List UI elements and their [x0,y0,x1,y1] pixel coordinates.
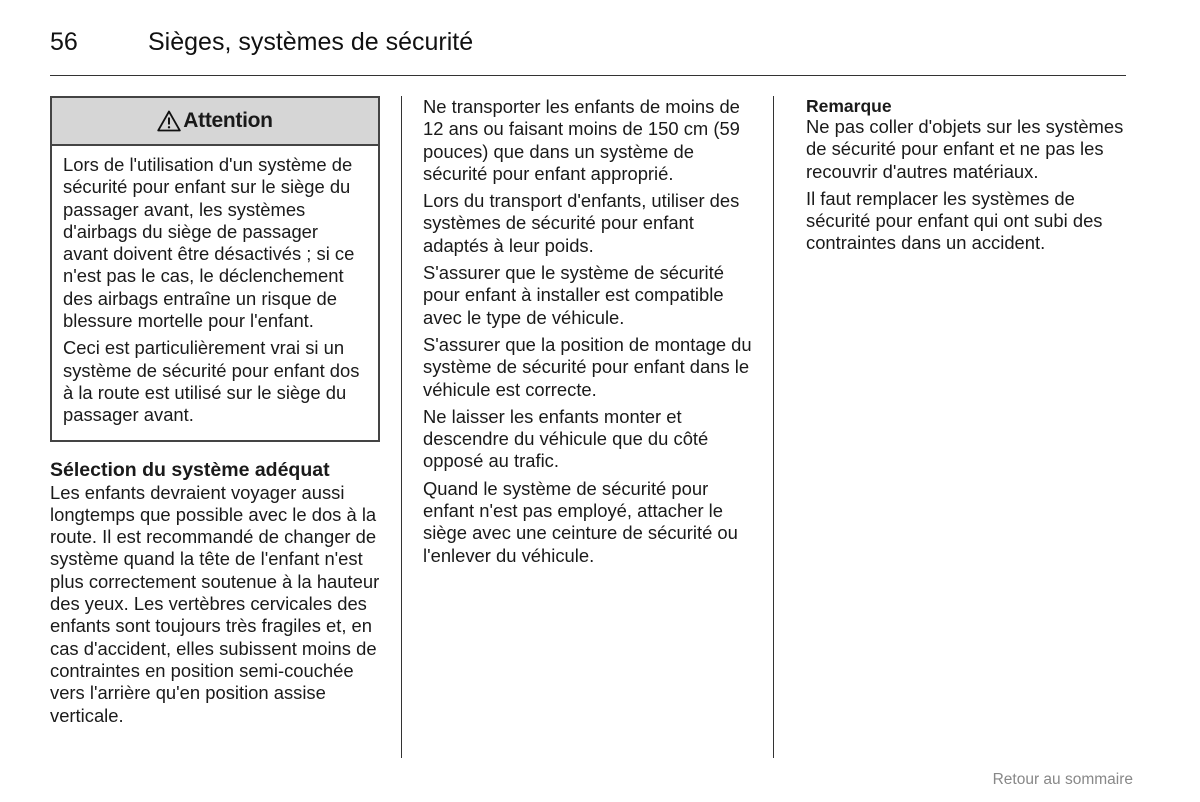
body-paragraph: Ne laisser les enfants monter et descendre du véhicule que du côté opposé au trafic. [423,405,709,472]
body-paragraph: S'assurer que la position de montage du système de sécurité pour enfant dans le véhicule est correcte. [423,333,752,400]
column-divider [401,96,402,758]
column-divider [773,96,774,758]
warning-paragraph: Lors de l'utilisation d'un système de sécurité pour enfant sur le siège du passager avant, les systèmes d'airbags du siège de passager avant doivent être désactivés ; si ce n'est pas le cas, le déclenchement des airbags entraîne un risque de blessure mortelle pour l'enfant. [63,154,355,332]
warning-header [52,98,378,146]
back-to-summary-link[interactable]: Retour au sommaire [992,771,1133,788]
page-number: 56 [50,28,78,56]
warning-title: Attention [183,108,273,132]
body-paragraph: Lors du transport d'enfants, utiliser des systèmes de sécurité pour enfant adaptés à leur poids. [423,190,740,256]
column-middle [423,96,759,572]
warning-box [50,96,380,442]
warning-triangle-icon [157,110,181,132]
column-right [806,96,1132,260]
column-left [50,96,380,732]
warning-paragraph: Ceci est particulièrement vrai si un système de sécurité pour enfant dos à la route est utilisé sur le siège du passager avant. [63,337,360,426]
body-paragraph: S'assurer que le système de sécurité pour enfant à installer est compatible avec le type de véhicule. [423,262,724,328]
remark-paragraph: Il faut remplacer les systèmes de sécurité pour enfant qui ont subi des contraintes dans un accident. [806,187,1103,254]
page-header [50,24,1126,76]
body-paragraph: Ne transporter les enfants de moins de 12 ans ou faisant moins de 150 cm (59 pouces) que dans un système de sécurité pour enfant approprié. [423,96,740,184]
body-paragraph: Quand le système de sécurité pour enfant n'est pas employé, attacher le siège avec une ceinture de sécurité ou l'enlever du véhicule. [423,477,738,566]
page-title: Sièges, systèmes de sécurité [148,28,474,56]
remark-paragraph: Ne pas coller d'objets sur les systèmes de sécurité pour enfant et ne pas les recouvrir d'autres matériaux. [806,116,1124,182]
section-heading: Sélection du système adéquat [50,458,330,481]
section-intro: Les enfants devraient voyager aussi longtemps que possible avec le dos à la route. Il est recommandé de changer de système quand la tête de l'enfant n'est plus correctement soutenue à la hauteur des yeux. Les vertèbres cervicales des enfants sont toujours très fragiles et, en cas d'accident, elles subissent moins de contraintes en position semi-couchée vers l'arrière qu'en position assise verticale. [50,481,380,726]
warning-body [52,146,378,440]
remark-heading: Remarque [806,96,892,116]
